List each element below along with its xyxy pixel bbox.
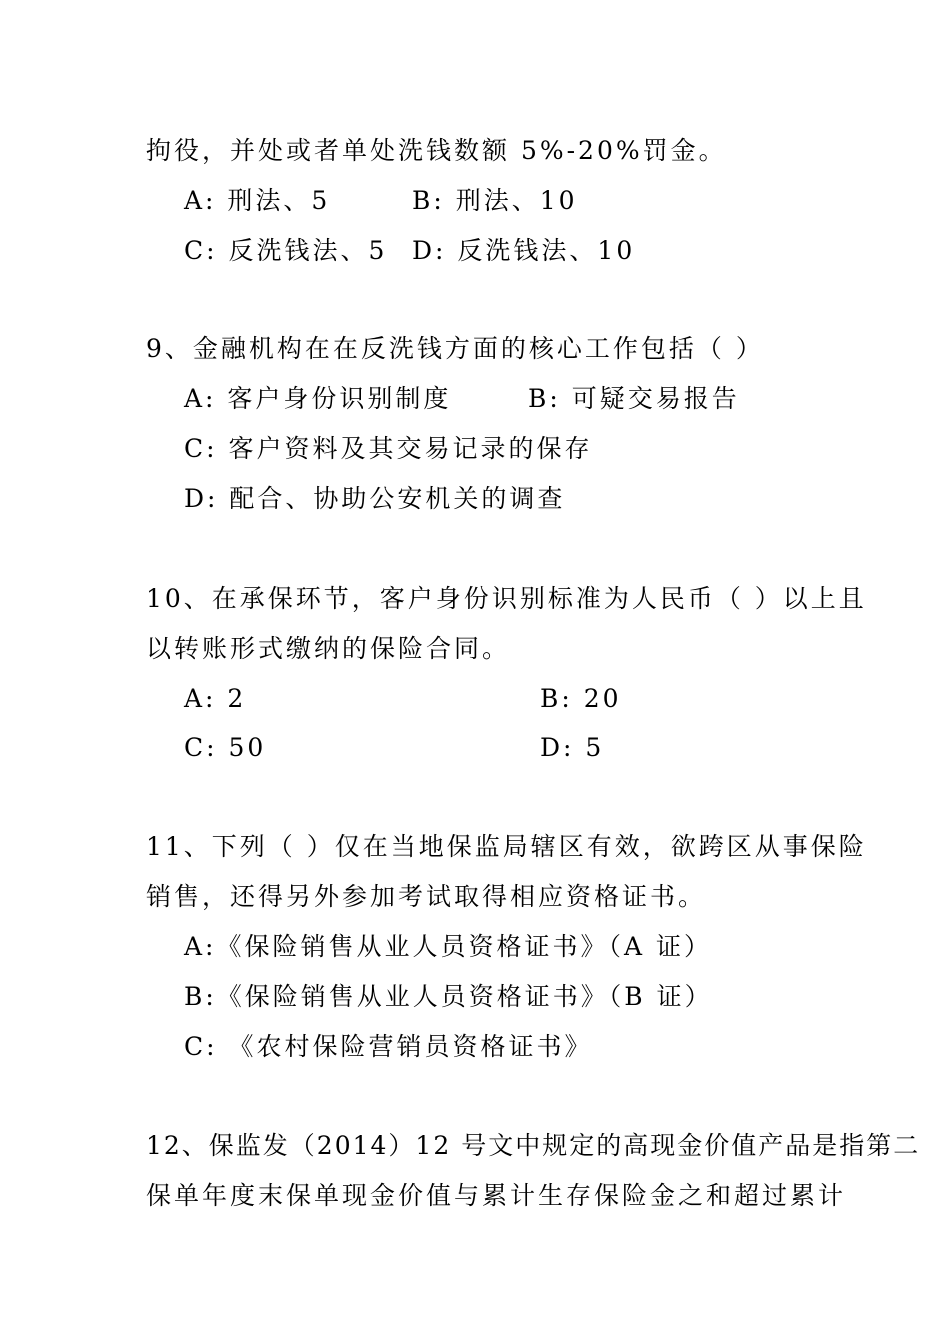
q8-option-b: B: 刑法、10 (412, 186, 578, 215)
q10-stem-line1: 10、在承保环节，客户身份识别标准为人民币（ ）以上且 (146, 584, 867, 613)
q12-stem-line2: 保单年度末保单现金价值与累计生存保险金之和超过累计 (146, 1181, 847, 1210)
q12-stem-line1: 12、保监发（2014）12 号文中规定的高现金价值产品是指第二 (146, 1131, 921, 1160)
q11-stem-line2: 销售，还得另外参加考试取得相应资格证书。 (146, 882, 707, 911)
q11-option-c: C: 《农村保险营销员资格证书》 (184, 1032, 593, 1061)
q10-stem-line2: 以转账形式缴纳的保险合同。 (146, 634, 511, 663)
q8-option-c: C: 反洗钱法、5 (184, 236, 388, 265)
q10-option-a: A: 2 (184, 684, 247, 713)
q10-option-d: D: 5 (540, 733, 605, 762)
q9-stem: 9、金融机构在在反洗钱方面的核心工作包括（ ） (146, 334, 764, 363)
q11-option-b: B:《保险销售从业人员资格证书》（B 证） (184, 982, 713, 1011)
q11-stem-line1: 11、下列（ ）仅在当地保监局辖区有效，欲跨区从事保险 (146, 832, 867, 861)
q9-option-b: B: 可疑交易报告 (528, 384, 740, 413)
q10-option-b: B: 20 (540, 684, 622, 713)
q10-option-c: C: 50 (184, 733, 267, 762)
q8-option-a: A: 刑法、5 (184, 186, 331, 215)
q9-option-c: C: 客户资料及其交易记录的保存 (184, 434, 593, 463)
q9-option-a: A: 客户身份识别制度 (184, 384, 452, 413)
q8-option-d: D: 反洗钱法、10 (412, 236, 636, 265)
q9-option-d: D: 配合、协助公安机关的调查 (184, 484, 566, 513)
q8-stem-tail: 拘役，并处或者单处洗钱数额 5%-20%罚金。 (146, 136, 727, 165)
q11-option-a: A:《保险销售从业人员资格证书》（A 证） (184, 932, 712, 961)
